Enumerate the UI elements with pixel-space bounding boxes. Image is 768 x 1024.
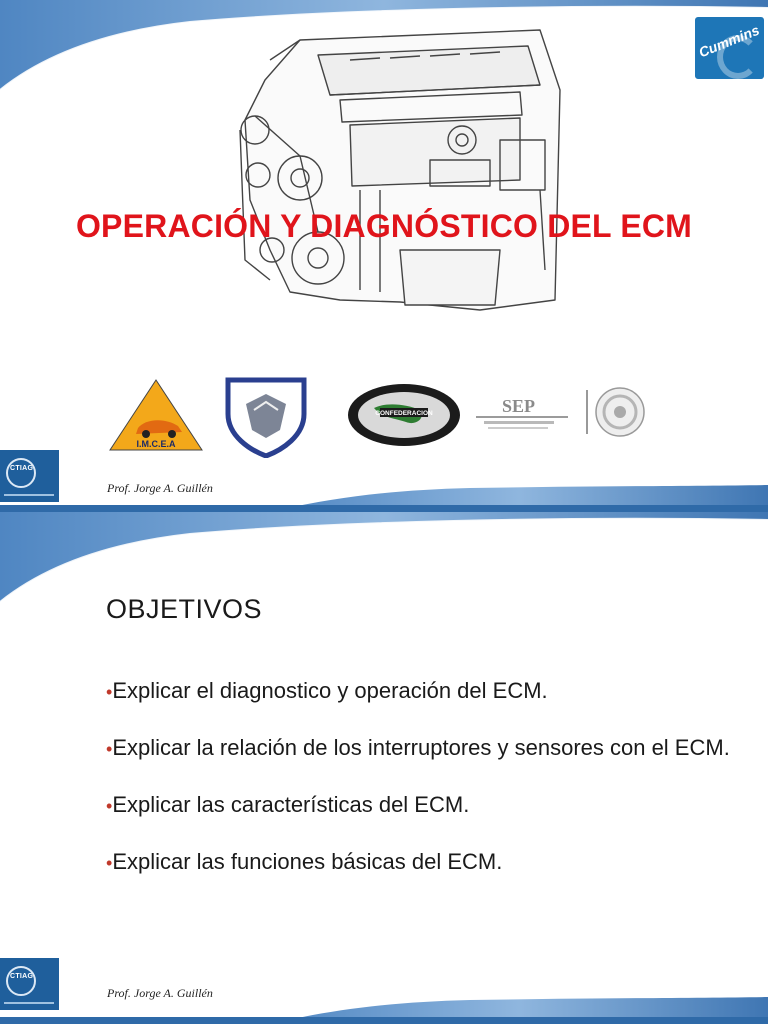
ctiag-circle-icon [6,966,36,996]
objective-item: •Explicar la relación de los interruptores y sensores con el ECM. [106,735,730,760]
ctiag-circle-icon [6,458,36,488]
ctiag-label: CTIAG [10,465,34,472]
mexico-seal-logo [582,384,652,440]
ctiag-label: CTIAG [10,973,34,980]
author-footer: Prof. Jorge A. Guillén [107,986,213,1000]
bullet-icon: • [106,682,113,702]
sep-logo [474,392,574,436]
cummins-wordmark: Cummins [696,21,762,61]
shield-emblem-logo [222,374,310,458]
bullet-icon: • [106,796,113,816]
objectives-heading: OBJETIVOS [106,594,263,624]
bullet-icon: • [106,739,113,759]
bullet-icon: • [106,853,113,873]
slide-1-title: OPERACIÓN Y DIAGNÓSTICO DEL ECM [75,208,693,244]
confederacion-label: CONFEDERACION [375,410,433,417]
slide-2 [0,512,768,1024]
imcea-logo [108,378,204,452]
objective-item: •Explicar el diagnostico y operación del ECM. [106,678,548,703]
ctiag-logo [0,450,59,502]
imcea-label: I.M.C.E.A [136,439,176,449]
author-footer: Prof. Jorge A. Guillén [107,481,213,495]
sep-label: SEP [502,396,536,416]
objective-item: •Explicar las características del ECM. [106,792,470,817]
objectives-list [106,676,746,904]
cummins-logo [695,17,764,79]
engine-drawing [240,30,560,310]
ctiag-logo [0,958,59,1010]
objective-item: •Explicar las funciones básicas del ECM. [106,849,503,874]
confederacion-logo [346,382,462,448]
